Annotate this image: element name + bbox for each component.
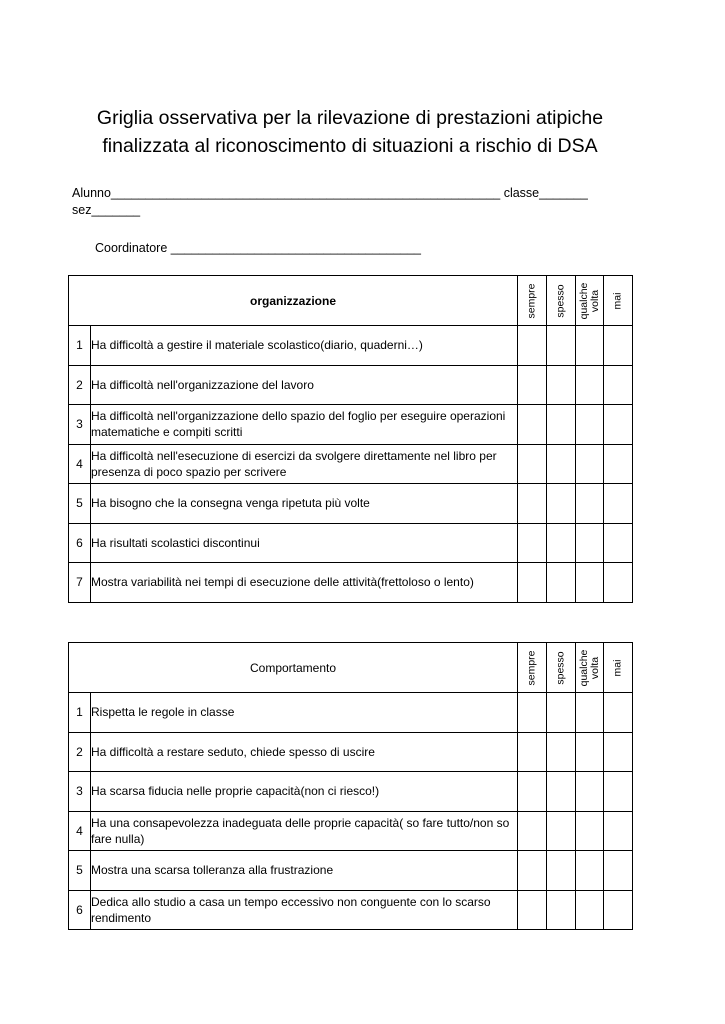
table-row — [69, 732, 633, 772]
cell-sempre[interactable] — [518, 405, 547, 445]
item-text: Ha difficoltà nell'organizzazione dello spazio del foglio per eseguire operazioni matematiche e compiti scritti — [91, 405, 518, 445]
comportamento-table — [68, 642, 633, 930]
cell-mai[interactable] — [604, 563, 633, 603]
cell-sempre[interactable] — [518, 563, 547, 603]
cell-mai[interactable] — [604, 484, 633, 524]
cell-spesso[interactable] — [547, 484, 576, 524]
cell-mai[interactable] — [604, 523, 633, 563]
header-sempre: sempre — [518, 643, 547, 693]
cell-qualche-volta[interactable] — [576, 851, 604, 891]
item-number: 6 — [69, 890, 91, 930]
cell-qualche-volta[interactable] — [576, 484, 604, 524]
cell-qualche-volta[interactable] — [576, 563, 604, 603]
cell-mai[interactable] — [604, 732, 633, 772]
cell-qualche-volta[interactable] — [576, 326, 604, 366]
cell-spesso[interactable] — [547, 444, 576, 484]
cell-sempre[interactable] — [518, 772, 547, 812]
table-row — [69, 563, 633, 603]
item-text: Ha bisogno che la consegna venga ripetuta più volte — [91, 484, 518, 524]
organizzazione-table — [68, 275, 633, 603]
cell-qualche-volta[interactable] — [576, 772, 604, 812]
header-mai: mai — [604, 643, 633, 693]
cell-mai[interactable] — [604, 890, 633, 930]
header-spesso: spesso — [547, 643, 576, 693]
table-header-row — [69, 643, 633, 693]
item-number: 5 — [69, 851, 91, 891]
cell-qualche-volta[interactable] — [576, 693, 604, 733]
cell-spesso[interactable] — [547, 563, 576, 603]
table-row — [69, 811, 633, 851]
table-row — [69, 523, 633, 563]
cell-mai[interactable] — [604, 326, 633, 366]
cell-spesso[interactable] — [547, 326, 576, 366]
cell-qualche-volta[interactable] — [576, 365, 604, 405]
table-row — [69, 365, 633, 405]
cell-spesso[interactable] — [547, 890, 576, 930]
item-number: 2 — [69, 732, 91, 772]
cell-sempre[interactable] — [518, 811, 547, 851]
table-header-row — [69, 276, 633, 326]
cell-sempre[interactable] — [518, 732, 547, 772]
cell-mai[interactable] — [604, 444, 633, 484]
table-row — [69, 693, 633, 733]
header-qualche-volta: qualche volta — [576, 643, 604, 693]
cell-spesso[interactable] — [547, 365, 576, 405]
item-text: Rispetta le regole in classe — [91, 693, 518, 733]
table-row — [69, 405, 633, 445]
cell-spesso[interactable] — [547, 405, 576, 445]
cell-sempre[interactable] — [518, 890, 547, 930]
coordinatore-field[interactable]: Coordinatore ____________________________________ — [95, 241, 422, 255]
cell-spesso[interactable] — [547, 772, 576, 812]
organizzazione-heading: organizzazione — [69, 276, 518, 326]
cell-qualche-volta[interactable] — [576, 444, 604, 484]
cell-spesso[interactable] — [547, 523, 576, 563]
cell-qualche-volta[interactable] — [576, 523, 604, 563]
cell-qualche-volta[interactable] — [576, 890, 604, 930]
table-row — [69, 326, 633, 366]
item-text: Ha difficoltà nell'organizzazione del lavoro — [91, 365, 518, 405]
item-text: Ha difficoltà a gestire il materiale scolastico(diario, quaderni…) — [91, 326, 518, 366]
sez-field[interactable]: sez_______ — [72, 203, 141, 217]
cell-spesso[interactable] — [547, 851, 576, 891]
header-spesso: spesso — [547, 276, 576, 326]
item-text: Ha risultati scolastici discontinui — [91, 523, 518, 563]
item-number: 1 — [69, 693, 91, 733]
table-row — [69, 851, 633, 891]
cell-sempre[interactable] — [518, 523, 547, 563]
table-row — [69, 484, 633, 524]
item-number: 3 — [69, 405, 91, 445]
cell-mai[interactable] — [604, 851, 633, 891]
cell-mai[interactable] — [604, 405, 633, 445]
cell-spesso[interactable] — [547, 811, 576, 851]
cell-spesso[interactable] — [547, 693, 576, 733]
item-number: 4 — [69, 811, 91, 851]
cell-mai[interactable] — [604, 772, 633, 812]
cell-mai[interactable] — [604, 693, 633, 733]
cell-qualche-volta[interactable] — [576, 732, 604, 772]
item-number: 4 — [69, 444, 91, 484]
header-mai: mai — [604, 276, 633, 326]
comportamento-heading: Comportamento — [69, 643, 518, 693]
item-text: Ha difficoltà a restare seduto, chiede spesso di uscire — [91, 732, 518, 772]
header-sempre: sempre — [518, 276, 547, 326]
cell-spesso[interactable] — [547, 732, 576, 772]
cell-sempre[interactable] — [518, 365, 547, 405]
cell-sempre[interactable] — [518, 851, 547, 891]
title-line-2: finalizzata al riconoscimento di situazioni a rischio di DSA — [102, 135, 598, 157]
item-text: Ha difficoltà nell'esecuzione di esercizi da svolgere direttamente nel libro per presenza di poco spazio per scrivere — [91, 444, 518, 484]
alunno-classe-field[interactable]: Alunno________________________________________________________ classe_______ — [72, 186, 588, 200]
cell-sempre[interactable] — [518, 326, 547, 366]
table-row — [69, 772, 633, 812]
cell-qualche-volta[interactable] — [576, 405, 604, 445]
item-text: Ha scarsa fiducia nelle proprie capacità(non ci riesco!) — [91, 772, 518, 812]
cell-mai[interactable] — [604, 811, 633, 851]
table-row — [69, 890, 633, 930]
item-text: Mostra variabilità nei tempi di esecuzione delle attività(frettoloso o lento) — [91, 563, 518, 603]
header-qualche-volta: qualche volta — [576, 276, 604, 326]
item-number: 5 — [69, 484, 91, 524]
cell-sempre[interactable] — [518, 484, 547, 524]
item-number: 7 — [69, 563, 91, 603]
cell-mai[interactable] — [604, 365, 633, 405]
item-text: Dedica allo studio a casa un tempo eccessivo non conguente con lo scarso rendimento — [91, 890, 518, 930]
item-number: 6 — [69, 523, 91, 563]
title-line-1: Griglia osservativa per la rilevazione di prestazioni atipiche — [96, 107, 604, 129]
cell-sempre[interactable] — [518, 693, 547, 733]
item-number: 2 — [69, 365, 91, 405]
cell-qualche-volta[interactable] — [576, 811, 604, 851]
item-text: Mostra una scarsa tolleranza alla frustrazione — [91, 851, 518, 891]
table-row — [69, 444, 633, 484]
item-number: 3 — [69, 772, 91, 812]
item-number: 1 — [69, 326, 91, 366]
cell-sempre[interactable] — [518, 444, 547, 484]
item-text: Ha una consapevolezza inadeguata delle proprie capacità( so fare tutto/non so fare nulla) — [91, 811, 518, 851]
document-title — [0, 104, 700, 160]
